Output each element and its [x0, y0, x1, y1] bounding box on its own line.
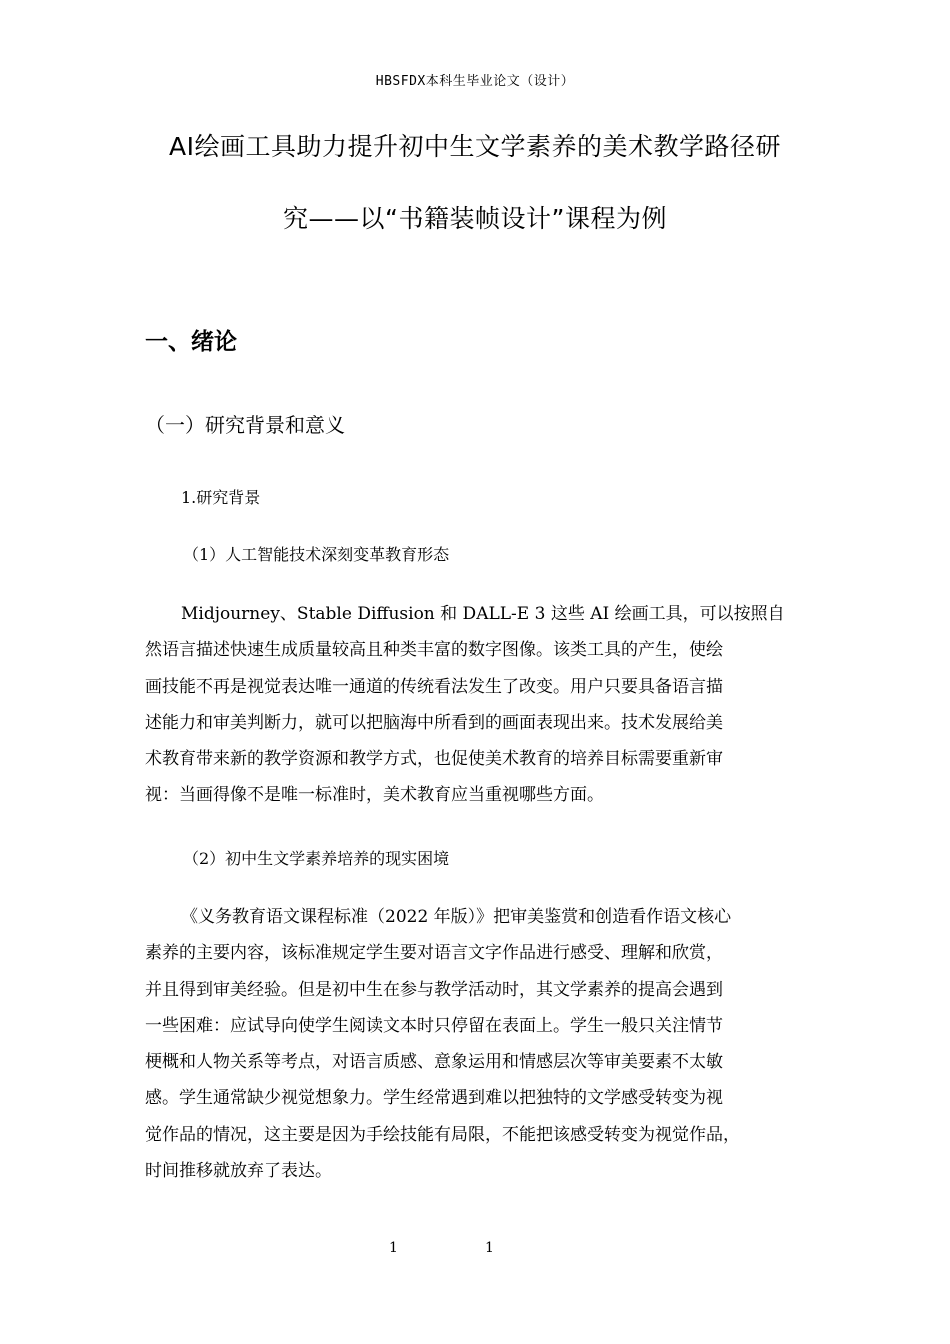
paper-title-line-1: AI绘画工具助力提升初中生文学素养的美术教学路径研 [169, 132, 781, 161]
paragraph-line: 术教育带来新的教学资源和教学方式，也促使美术教育的培养目标需要重新审 [145, 749, 723, 770]
paragraph-line: 视：当画得像不是唯一标准时，美术教育应当重视哪些方面。 [145, 785, 604, 806]
paragraph-line: 时间推移就放弃了表达。 [145, 1161, 332, 1182]
paragraph-line: 述能力和审美判断力，就可以把脑海中所看到的画面表现出来。技术发展给美 [145, 712, 723, 733]
point-heading-2: （2）初中生文学素养培养的现实困境 [183, 849, 450, 868]
paragraph-line: 梗概和人物关系等考点，对语言质感、意象运用和情感层次等审美要素不太敏 [145, 1052, 723, 1073]
page-number: 1 [485, 1240, 494, 1256]
paragraph-line: 然语言描述快速生成质量较高且种类丰富的数字图像。该类工具的产生，使绘 [145, 640, 723, 661]
paragraph-line: 《义务教育语文课程标准（2022 年版）》把审美鉴赏和创造看作语文核心 [181, 907, 732, 927]
page-header: HBSFDX本科生毕业论文（设计） [375, 74, 575, 89]
paragraph-line: 并且得到审美经验。但是初中生在参与教学活动时，其文学素养的提高会遇到 [145, 979, 723, 1000]
paragraph-line: 素养的主要内容，该标准规定学生要对语言文字作品进行感受、理解和欣赏， [145, 943, 723, 964]
paragraph-line: 觉作品的情况，这主要是因为手绘技能有局限，不能把该感受转变为视觉作品， [145, 1124, 740, 1145]
paragraph-line: 画技能不再是视觉表达唯一通道的传统看法发生了改变。用户只要具备语言描 [145, 676, 723, 697]
paragraph-line: 一些困难：应试导向使学生阅读文本时只停留在表面上。学生一般只关注情节 [145, 1015, 723, 1036]
paper-title-line-2: 究——以“书籍装帧设计”课程为例 [283, 204, 667, 233]
chapter-heading: 一、绪论 [145, 329, 237, 355]
paragraph-line: Midjourney、Stable Diffusion 和 DALL-E 3 这些 AI 绘画工具，可以按照自 [181, 604, 785, 624]
body-paragraph-1 [145, 596, 817, 814]
point-heading-1: （1）人工智能技术深刻变革教育形态 [183, 545, 450, 564]
paragraph-line: 感。学生通常缺少视觉想象力。学生经常遇到难以把独特的文学感受转变为视 [145, 1088, 723, 1109]
section-heading: （一）研究背景和意义 [145, 413, 345, 437]
page-number: 1 [389, 1240, 398, 1256]
body-paragraph-2 [145, 899, 817, 1189]
subsection-heading: 1.研究背景 [181, 488, 261, 507]
